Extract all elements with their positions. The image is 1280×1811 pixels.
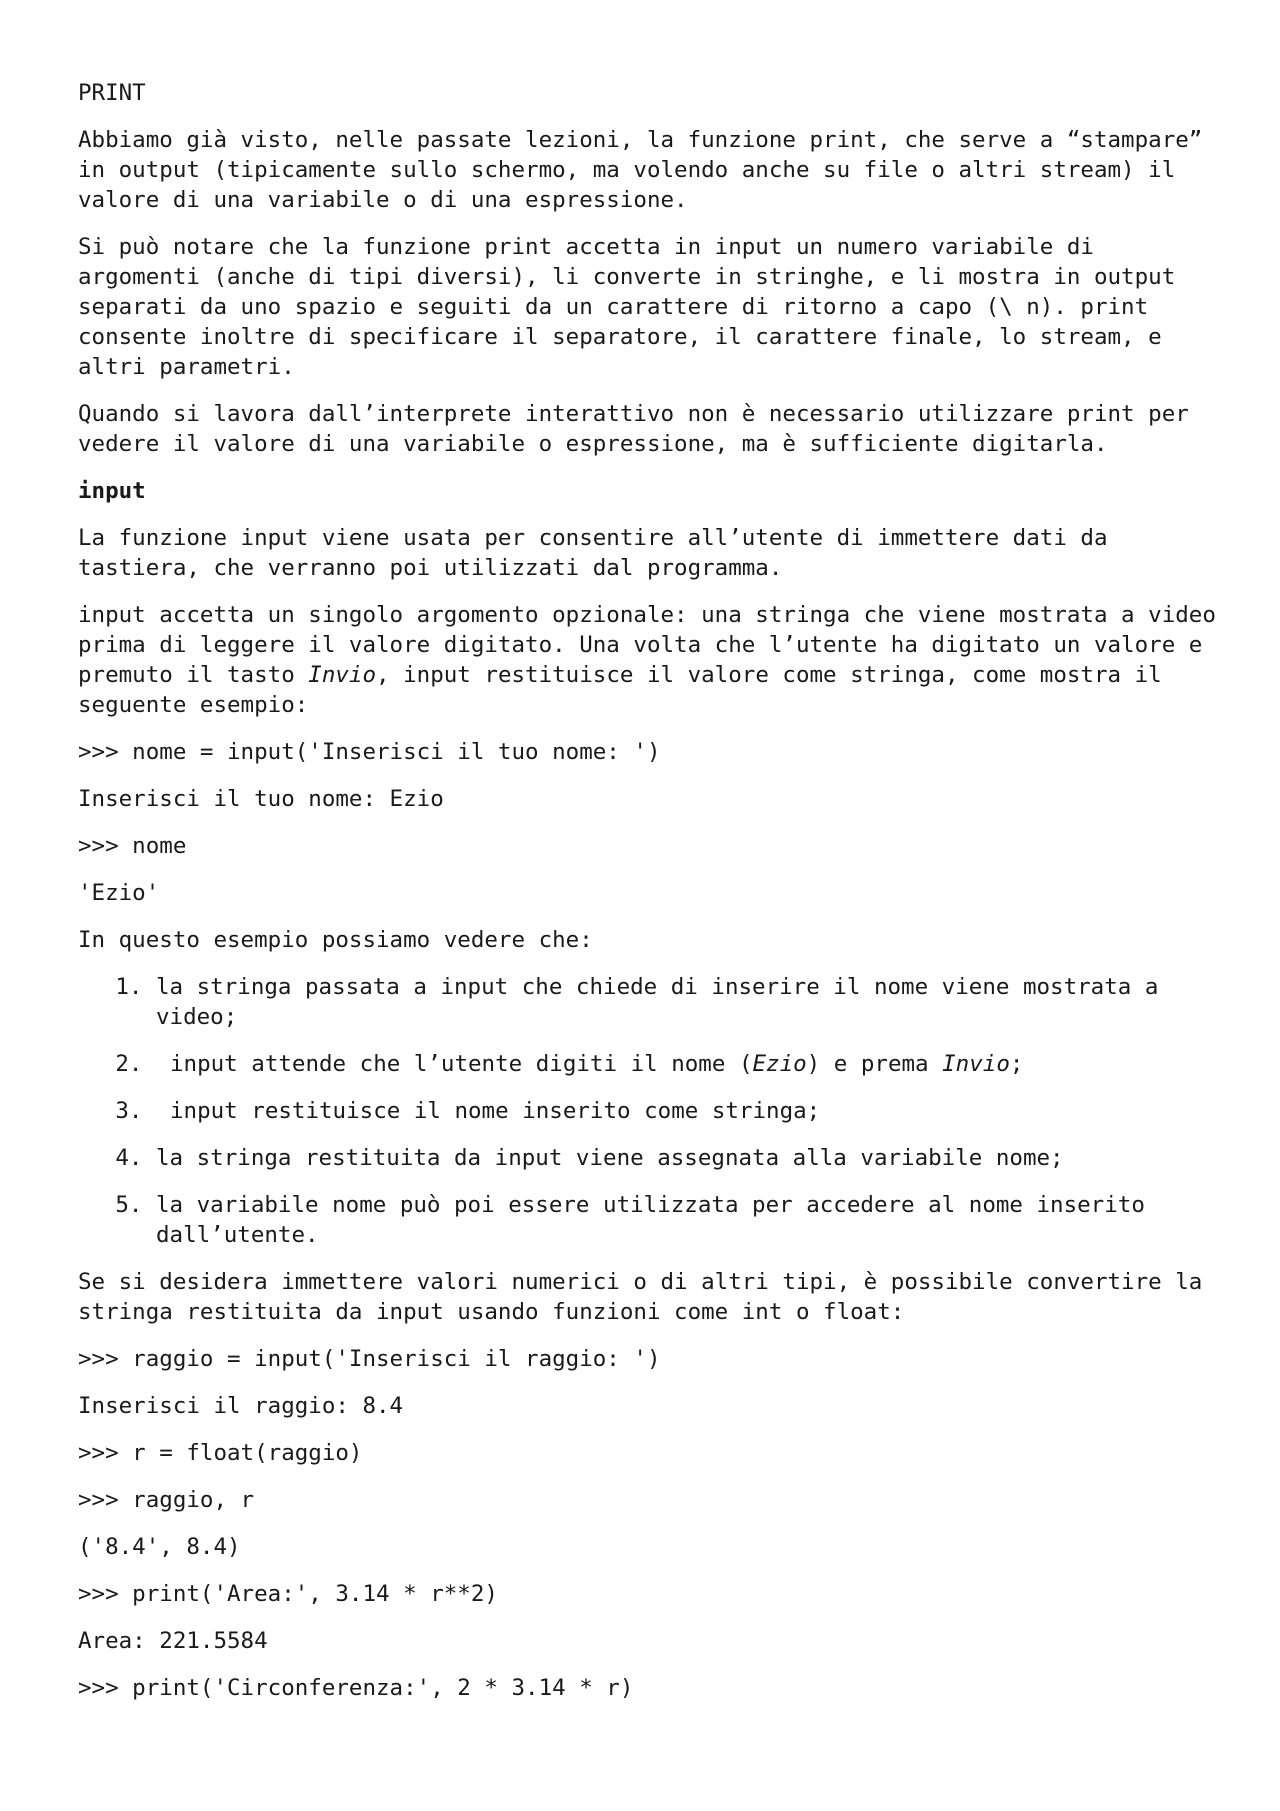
list-item: 4. la stringa restituita da input viene assegnata alla variabile nome; <box>156 1143 1218 1173</box>
code-line: >>> print('Circonferenza:', 2 * 3.14 * r) <box>78 1675 634 1701</box>
code-line: >>> raggio, r <box>78 1487 255 1513</box>
list-item <box>156 1096 1218 1126</box>
print-paragraph-3: Quando si lavora dall’interprete interattivo non è necessario utilizzare print per vedere il valore di una variabile o espressione, ma è sufficiente digitarla. <box>78 401 1189 457</box>
list-item-text-a: input attende che l’utente digiti il nome ( <box>170 1051 753 1077</box>
invio-key-name: Invio <box>308 662 377 688</box>
code-line: >>> nome <box>78 833 187 859</box>
input-paragraph-1: La funzione input viene usata per consentire all’utente di immettere dati da tastiera, che verranno poi utilizzati dal programma. <box>78 525 1108 581</box>
list-item <box>156 1049 1218 1079</box>
input-paragraph-3: In questo esempio possiamo vedere che: <box>78 927 593 953</box>
code-line: >>> raggio = input('Inserisci il raggio: ') <box>78 1346 661 1372</box>
list-item-text: input restituisce il nome inserito come stringa; <box>170 1098 821 1124</box>
code-line: Area: 221.5584 <box>78 1628 268 1654</box>
list-item-text-c: ; <box>1009 1051 1024 1077</box>
print-heading: PRINT <box>78 80 146 106</box>
document-page <box>78 78 1218 1720</box>
list-item: 5. la variabile nome può poi essere utilizzata per accedere al nome inserito dall’utente. <box>156 1190 1218 1250</box>
print-paragraph-2: Si può notare che la funzione print accetta in input un numero variabile di argomenti (anche di tipi diversi), li converte in stringhe, e li mostra in output separati da uno spazio e seguiti da un carattere di ritorno a capo (\ n). print consente inoltre di specificare il separatore, il carattere finale, lo stream, e altri parametri. <box>78 234 1176 380</box>
steps-list <box>78 972 1218 1250</box>
print-paragraph-1: Abbiamo già visto, nelle passate lezioni, la funzione print, che serve a “stampare” in output (tipicamente sullo schermo, ma volendo anche su file o altri stream) il valore di una variabile o di una espressione. <box>78 127 1203 213</box>
input-paragraph-2-text-a: input accetta un singolo argomento opzionale: una stringa che viene mostrata a video prima di leggere il valore digitato. Una volta che l’utente ha digitato un valore e premuto il tasto <box>78 602 1216 688</box>
input-heading: input <box>78 478 146 504</box>
code-line: Inserisci il tuo nome: Ezio <box>78 786 444 812</box>
list-item-text-b: ) e prema <box>806 1051 943 1077</box>
italic-key: Invio <box>942 1051 1010 1077</box>
code-line: >>> nome = input('Inserisci il tuo nome: ') <box>78 739 661 765</box>
code-line: ('8.4', 8.4) <box>78 1534 241 1560</box>
input-paragraph-4: Se si desidera immettere valori numerici o di altri tipi, è possibile convertire la stringa restituita da input usando funzioni come int o float: <box>78 1269 1203 1325</box>
code-line: >>> print('Area:', 3.14 * r**2) <box>78 1581 498 1607</box>
code-line: Inserisci il raggio: 8.4 <box>78 1393 404 1419</box>
code-line: 'Ezio' <box>78 880 160 906</box>
italic-name: Ezio <box>752 1051 807 1077</box>
list-item: 1. la stringa passata a input che chiede di inserire il nome viene mostrata a video; <box>156 972 1218 1032</box>
code-line: >>> r = float(raggio) <box>78 1440 363 1466</box>
input-paragraph-2 <box>78 600 1218 720</box>
input-paragraph-2-text-b: , input restituisce il valore come stringa, come mostra il seguente esempio: <box>78 662 1162 718</box>
